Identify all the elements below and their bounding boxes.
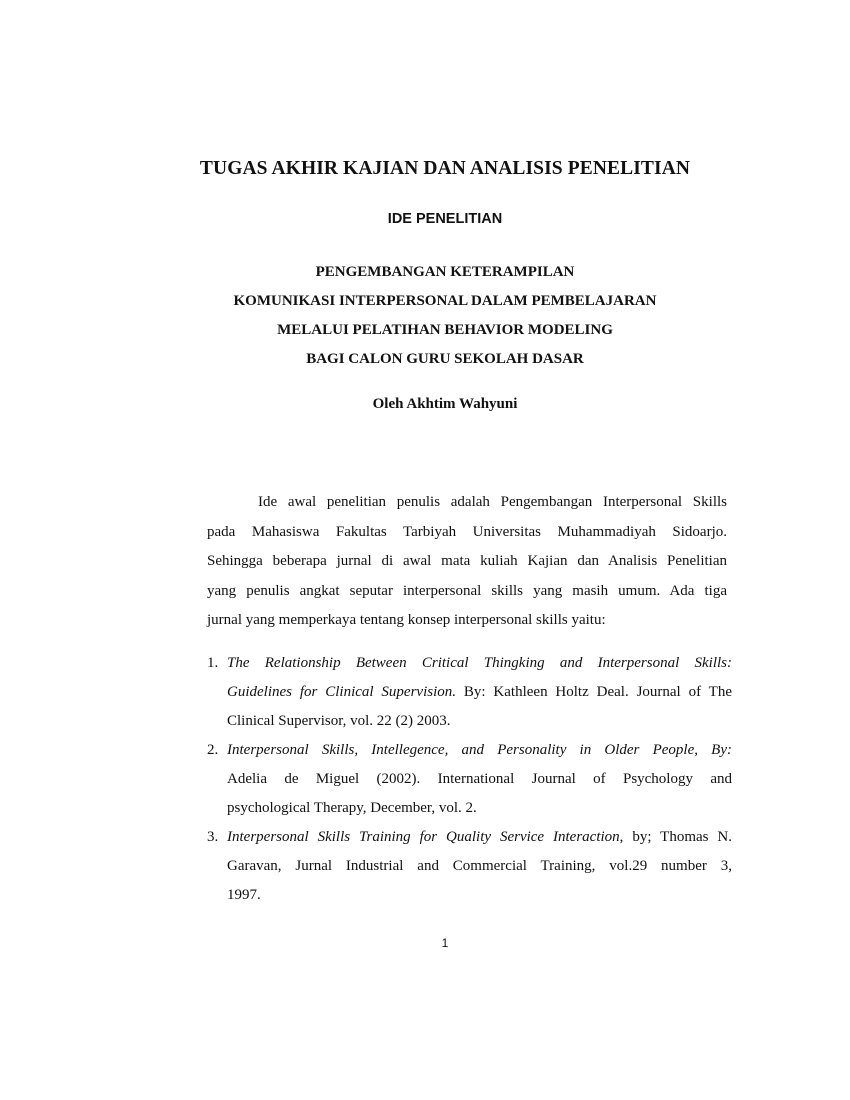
paragraph-line: jurnal yang memperkaya tentang konsep interpersonal skills yaitu: [207,612,606,628]
author: Oleh Akhtim Wahyuni [372,396,518,412]
reference-line: Clinical Supervisor, vol. 22 (2) 2003. [227,713,451,729]
subtitle: IDE PENELITIAN [387,211,503,227]
reference-line: 1997. [227,887,261,903]
main-title: TUGAS AKHIR KAJIAN DAN ANALISIS PENELITIAN [199,158,691,179]
reference-number: 3. [207,829,219,845]
reference-number: 1. [207,655,219,671]
paragraph-line: Sehingga beberapa jurnal di awal mata kuliah Kajian dan Analisis Penelitian [207,553,727,569]
reference-line [227,736,732,765]
reference-number: 2. [207,742,219,758]
paragraph-line: pada Mahasiswa Fakultas Tarbiyah Universitas Muhammadiyah Sidoarjo. [207,523,727,540]
paragraph-line: yang penulis angkat seputar interpersonal skills yang masih umum. Ada tiga [207,582,727,599]
reference-line [227,823,732,852]
reference-item [207,736,732,823]
reference-list [207,649,732,910]
reference-item [207,823,732,910]
reference-line [227,649,732,678]
reference-line: psychological Therapy, December, vol. 2. [227,800,477,816]
paragraph-line: Ide awal penelitian penulis adalah Pengembangan Interpersonal Skills [258,494,727,510]
page-number: 1 [441,936,449,950]
research-title-line: MELALUI PELATIHAN BEHAVIOR MODELING [277,322,613,338]
reference-title: Guidelines for Clinical Supervision. [227,684,457,700]
reference-item [207,649,732,736]
reference-text: By: Kathleen Holtz Deal. Journal of The [456,684,733,700]
research-title [0,258,850,374]
reference-line: Adelia de Miguel (2002). International Journal of Psychology and [227,771,732,787]
reference-title: Interpersonal Skills, Intellegence, and Personality in Older People, By: [227,742,732,758]
research-title-line: BAGI CALON GURU SEKOLAH DASAR [306,351,584,367]
research-title-line: KOMUNIKASI INTERPERSONAL DALAM PEMBELAJARAN [233,293,657,309]
intro-paragraph [207,488,727,636]
reference-line: Garavan, Jurnal Industrial and Commercial Training, vol.29 number 3, [227,858,732,874]
reference-text: , by; Thomas N. [619,829,732,845]
reference-title: The Relationship Between Critical Thingking and Interpersonal Skills: [227,655,732,671]
research-title-line: PENGEMBANGAN KETERAMPILAN [315,264,575,280]
reference-line [227,678,732,707]
reference-title: Interpersonal Skills Training for Quality Service Interaction [227,829,620,845]
